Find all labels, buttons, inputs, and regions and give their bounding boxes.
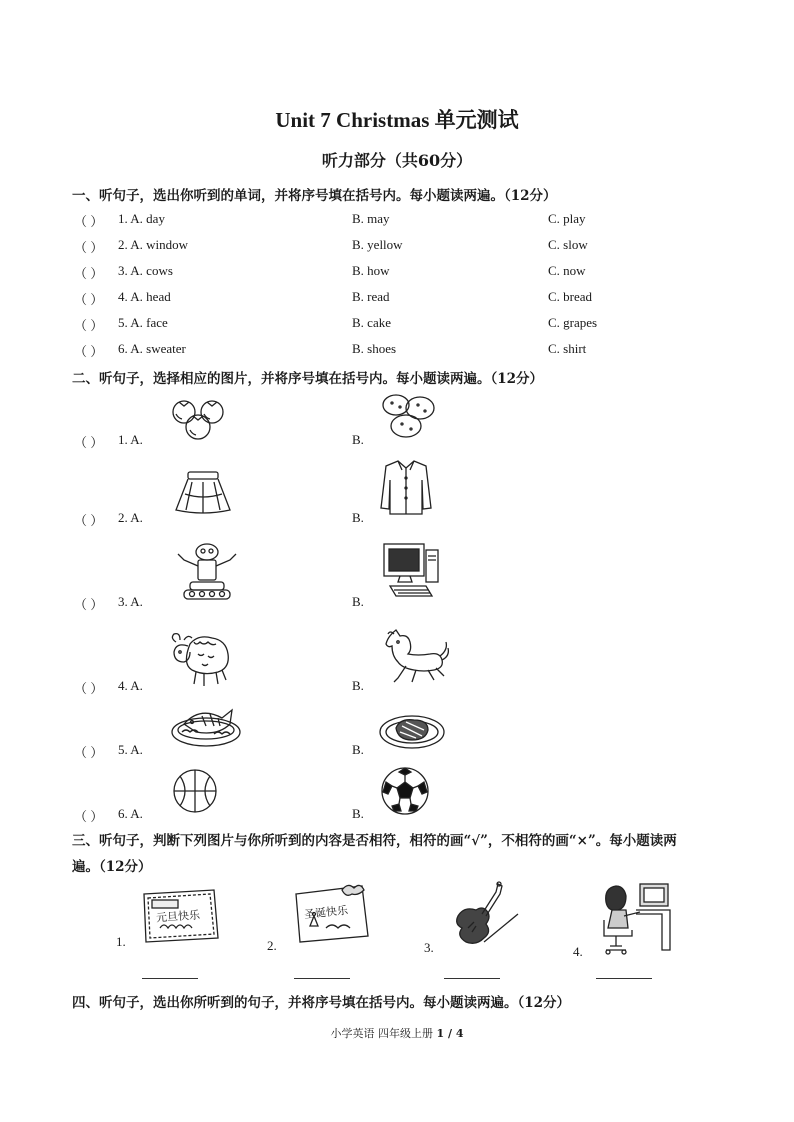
- section-3-heading-line1: 三、听句子，判断下列图片与你所听到的内容是否相符，相符的画“√”，不相符的画“×”。每小题读两: [72, 833, 677, 849]
- new-year-card-icon[interactable]: [140, 888, 220, 944]
- option-c: C. play: [548, 211, 586, 226]
- option-b: B. how: [352, 263, 390, 278]
- horse-icon[interactable]: [378, 626, 450, 686]
- potatoes-icon[interactable]: [380, 390, 440, 442]
- option-a-label: 3. A.: [118, 594, 143, 609]
- football-icon[interactable]: [380, 766, 430, 816]
- answer-paren[interactable]: （ ）: [74, 513, 104, 528]
- option-a: 2. A. window: [118, 237, 189, 252]
- answer-paren[interactable]: （ ）: [74, 435, 104, 450]
- option-b-label: B.: [352, 594, 364, 609]
- fish-dish-icon[interactable]: [170, 702, 242, 750]
- answer-paren[interactable]: （ ）: [74, 292, 104, 307]
- item-number: 2.: [267, 938, 277, 953]
- page-subtitle: 听力部分（共60分）: [321, 151, 473, 170]
- card-text: 圣诞快乐: [303, 903, 349, 922]
- option-b-label: B.: [352, 510, 364, 525]
- item-number: 1.: [116, 934, 126, 949]
- option-b: B. yellow: [352, 237, 403, 252]
- option-c: C. shirt: [548, 341, 587, 356]
- item-number: 4.: [573, 944, 583, 959]
- page-footer: [0, 1025, 794, 1041]
- page-title: Unit 7 Christmas 单元测试: [275, 108, 519, 132]
- answer-paren[interactable]: （ ）: [74, 214, 104, 229]
- item-number: 3.: [424, 940, 434, 955]
- option-a: 1. A. day: [118, 211, 165, 226]
- skirt-icon[interactable]: [172, 470, 234, 516]
- option-c: C. slow: [548, 237, 588, 252]
- option-a: 4. A. head: [118, 289, 171, 304]
- option-a: 3. A. cows: [118, 263, 173, 278]
- option-b-label: B.: [352, 742, 364, 757]
- option-a: 5. A. face: [118, 315, 168, 330]
- answer-paren[interactable]: （ ）: [74, 809, 104, 824]
- answer-blank[interactable]: [294, 978, 350, 979]
- shirt-icon[interactable]: [378, 458, 434, 516]
- girl-at-computer-icon[interactable]: [596, 880, 672, 956]
- section-3-heading-line2: 遍。（12分）: [72, 859, 152, 875]
- answer-paren[interactable]: （ ）: [74, 681, 104, 696]
- tomatoes-icon[interactable]: [168, 394, 230, 442]
- answer-paren[interactable]: （ ）: [74, 266, 104, 281]
- answer-blank[interactable]: [444, 978, 500, 979]
- section-1-heading: 一、听句子，选出你听到的单词，并将序号填在括号内。每小题读两遍。（12分）: [72, 188, 557, 204]
- option-c: C. now: [548, 263, 586, 278]
- card-text: 元旦快乐: [155, 908, 201, 925]
- answer-paren[interactable]: （ ）: [74, 318, 104, 333]
- option-b: B. read: [352, 289, 390, 304]
- option-a-label: 4. A.: [118, 678, 143, 693]
- computer-icon[interactable]: [380, 540, 444, 602]
- sheep-icon[interactable]: [168, 630, 234, 688]
- steak-dish-icon[interactable]: [378, 708, 446, 752]
- option-a-label: 1. A.: [118, 432, 143, 447]
- option-b: B. shoes: [352, 341, 397, 356]
- option-a: 6. A. sweater: [118, 341, 186, 356]
- option-a-label: 5. A.: [118, 742, 143, 757]
- footer-text: 小学英语 四年级上册: [330, 1027, 437, 1040]
- basketball-icon[interactable]: [172, 768, 218, 814]
- violin-icon[interactable]: [446, 880, 520, 946]
- option-c: C. grapes: [548, 315, 598, 330]
- answer-paren[interactable]: （ ）: [74, 597, 104, 612]
- section-4-heading: 四、听句子，选出你所听到的句子，并将序号填在括号内。每小题读两遍。（12分）: [72, 995, 571, 1011]
- page-number: 1 / 4: [436, 1027, 464, 1040]
- option-a-label: 6. A.: [118, 806, 143, 821]
- option-b: B. may: [352, 211, 390, 226]
- option-b-label: B.: [352, 806, 364, 821]
- option-b: B. cake: [352, 315, 391, 330]
- answer-paren[interactable]: （ ）: [74, 745, 104, 760]
- option-b-label: B.: [352, 432, 364, 447]
- answer-blank[interactable]: [142, 978, 198, 979]
- option-a-label: 2. A.: [118, 510, 143, 525]
- option-c: C. bread: [548, 289, 593, 304]
- answer-blank[interactable]: [596, 978, 652, 979]
- answer-paren[interactable]: （ ）: [74, 240, 104, 255]
- option-b-label: B.: [352, 678, 364, 693]
- answer-paren[interactable]: （ ）: [74, 344, 104, 359]
- robot-icon[interactable]: [172, 542, 242, 604]
- section-2-heading: 二、听句子，选择相应的图片，并将序号填在括号内。每小题读两遍。（12分）: [72, 371, 544, 387]
- christmas-card-icon[interactable]: [292, 882, 372, 944]
